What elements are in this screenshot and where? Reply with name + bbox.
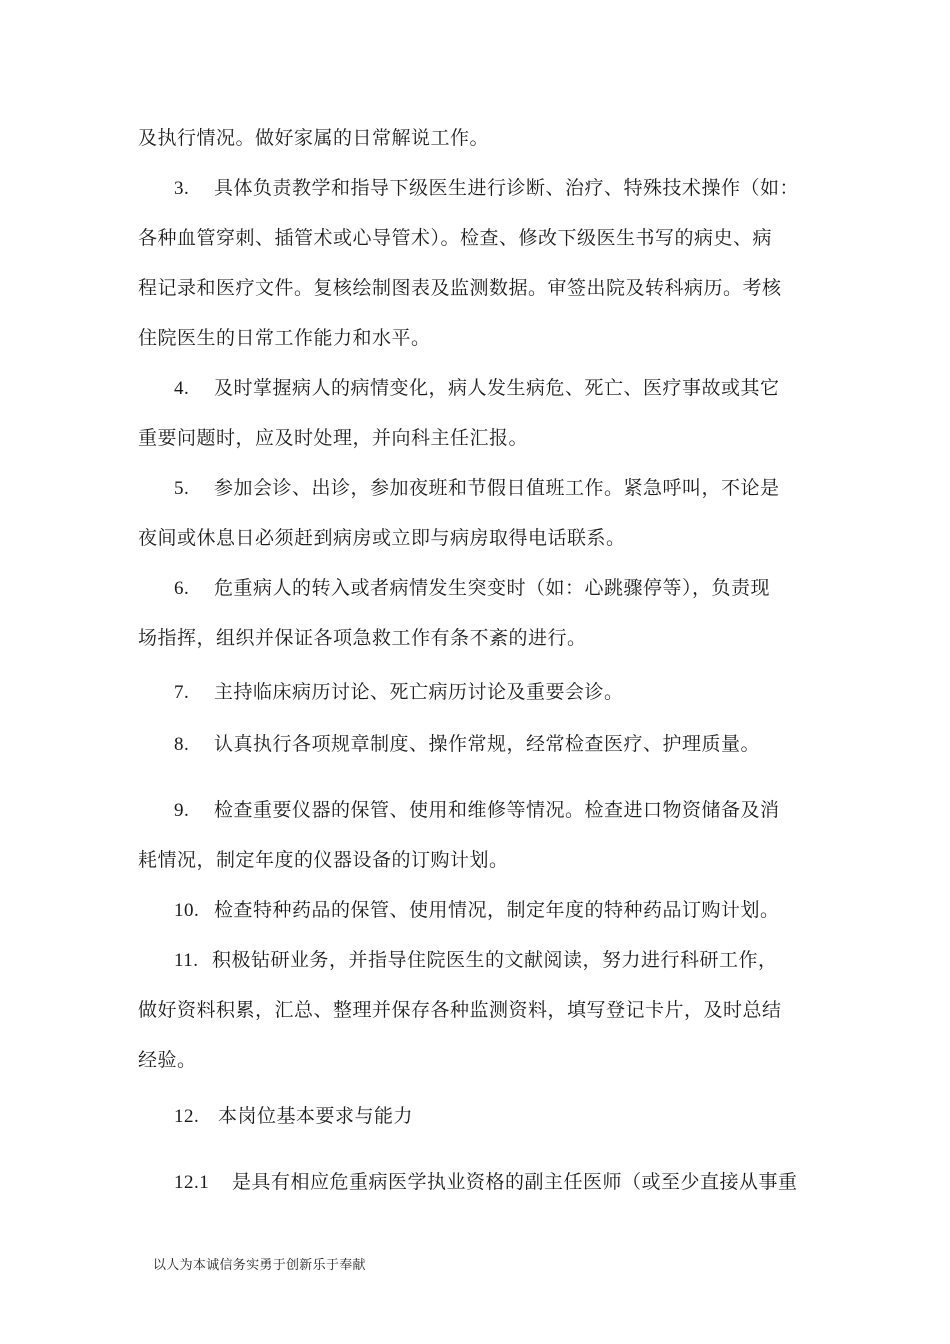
paragraph-line: 具体负责教学和指导下级医生进行诊断、治疗、特殊技术操作（如： bbox=[214, 177, 800, 199]
paragraph-line: 参加会诊、出诊，参加夜班和节假日值班工作。紧急呼叫，不论是 bbox=[214, 477, 780, 499]
paragraph-line: 场指挥，组织并保证各项急救工作有条不紊的进行。 bbox=[138, 627, 587, 649]
paragraph-line: 检查重要仪器的保管、使用和维修等情况。检查进口物资储备及消 bbox=[214, 799, 780, 821]
paragraph-line: 耗情况，制定年度的仪器设备的订购计划。 bbox=[138, 849, 509, 871]
paragraph-line: 认真执行各项规章制度、操作常规，经常检查医疗、护理质量。 bbox=[214, 733, 761, 755]
paragraph-line: 主持临床病历讨论、死亡病历讨论及重要会诊。 bbox=[214, 681, 624, 703]
paragraph-line: 积极钻研业务，并指导住院医生的文献阅读，努力进行科研工作， bbox=[212, 949, 778, 971]
paragraph-line: 重要问题时，应及时处理，并向科主任汇报。 bbox=[138, 427, 529, 449]
list-item-4 bbox=[174, 376, 780, 401]
page-footer: 以人为本诚信务实勇于创新乐于奉献 bbox=[153, 1258, 366, 1273]
item-number: 11. bbox=[174, 950, 199, 971]
list-item-3 bbox=[174, 176, 799, 201]
paragraph-line: 经验。 bbox=[138, 1049, 197, 1071]
list-item-5 bbox=[174, 476, 780, 501]
list-item-9 bbox=[174, 798, 780, 823]
list-item-12 bbox=[174, 1104, 413, 1129]
item-number: 5. bbox=[174, 478, 190, 499]
list-item-10 bbox=[174, 898, 780, 923]
paragraph-line: 各种血管穿刺、插管术或心导管术）。检查、修改下级医生书写的病史、病 bbox=[138, 227, 773, 249]
item-number: 4. bbox=[174, 378, 190, 399]
paragraph-line: 及执行情况。做好家属的日常解说工作。 bbox=[138, 127, 490, 149]
list-item-7 bbox=[174, 680, 624, 705]
item-number: 10. bbox=[174, 900, 200, 921]
paragraph-line: 做好资料积累，汇总、整理并保存各种监测资料，填写登记卡片，及时总结 bbox=[138, 999, 782, 1021]
list-item-6 bbox=[174, 576, 770, 601]
paragraph-line: 本岗位基本要求与能力 bbox=[218, 1105, 414, 1127]
paragraph-line: 危重病人的转入或者病情发生突变时（如：心跳骤停等），负责现 bbox=[214, 577, 771, 599]
item-number: 6. bbox=[174, 578, 190, 599]
item-number: 9. bbox=[174, 800, 190, 821]
paragraph-line: 及时掌握病人的病情变化，病人发生病危、死亡、医疗事故或其它 bbox=[214, 377, 780, 399]
list-item-12-1 bbox=[174, 1170, 798, 1195]
paragraph-line: 检查特种药品的保管、使用情况，制定年度的特种药品订购计划。 bbox=[214, 899, 780, 921]
paragraph-line: 夜间或休息日必须赶到病房或立即与病房取得电话联系。 bbox=[138, 527, 626, 549]
paragraph-line: 是具有相应危重病医学执业资格的副主任医师（或至少直接从事重 bbox=[232, 1171, 798, 1193]
item-number: 8. bbox=[174, 734, 190, 755]
list-item-11 bbox=[174, 948, 778, 973]
item-number: 7. bbox=[174, 682, 190, 703]
paragraph-line: 程记录和医疗文件。复核绘制图表及监测数据。审签出院及转科病历。考核 bbox=[138, 277, 782, 299]
item-number: 12. bbox=[174, 1106, 200, 1127]
item-number: 12.1 bbox=[174, 1172, 210, 1193]
paragraph-line: 住院医生的日常工作能力和水平。 bbox=[138, 327, 431, 349]
item-number: 3. bbox=[174, 178, 190, 199]
list-item-8 bbox=[174, 732, 760, 757]
